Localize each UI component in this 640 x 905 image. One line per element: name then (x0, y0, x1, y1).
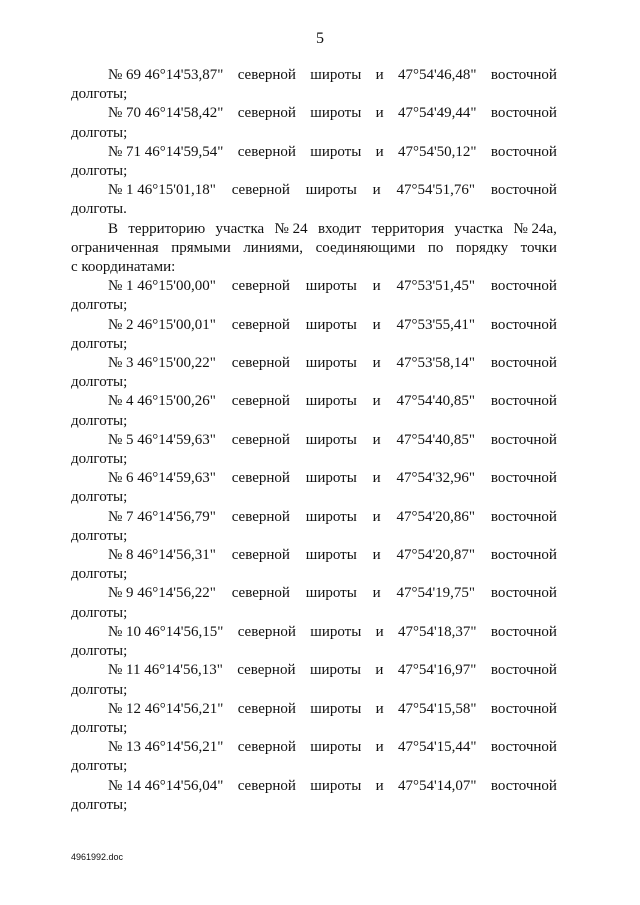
latitude-word: широты (310, 623, 362, 640)
east-word: восточной (490, 67, 557, 83)
coordinate-entry (71, 354, 557, 392)
coordinate-entry (71, 584, 557, 622)
paragraph-word: входит (317, 220, 362, 237)
paragraph-line-1 (71, 220, 557, 239)
coordinate-line (71, 104, 557, 123)
latitude-word: широты (305, 355, 357, 372)
coordinate-entry (71, 143, 557, 181)
paragraph-word: линиями, (243, 239, 304, 256)
and-word: и (372, 393, 381, 410)
coordinate-line (71, 700, 557, 719)
point-longitude: 47°54'15,44" (397, 739, 477, 756)
longitude-word: долготы. (71, 201, 127, 218)
latitude-word: широты (305, 278, 357, 295)
coordinate-line (71, 277, 557, 296)
and-word: и (372, 585, 381, 602)
north-word: северной (237, 700, 296, 717)
point-latitude: № 1 46°15'01,18" (108, 182, 216, 199)
point-latitude: № 13 46°14'56,21" (108, 739, 224, 756)
point-longitude: 47°53'58,14" (396, 355, 476, 372)
point-latitude: № 3 46°15'00,22" (108, 355, 216, 372)
north-word: северной (237, 739, 296, 756)
point-longitude: 47°54'40,85" (396, 431, 476, 448)
east-word: восточной (490, 662, 557, 679)
coordinate-line (71, 661, 557, 680)
coordinate-line (71, 392, 557, 411)
east-word: восточной (490, 739, 557, 756)
and-word: и (375, 67, 384, 83)
and-word: и (375, 739, 384, 756)
north-word: северной (231, 182, 290, 199)
paragraph-word: соединяющими (315, 239, 416, 256)
paragraph-word: по (427, 239, 444, 256)
coordinate-entry (71, 469, 557, 507)
north-word: северной (231, 316, 290, 333)
coordinate-line (71, 143, 557, 162)
east-word: восточной (490, 585, 557, 602)
paragraph-word: участка (215, 220, 265, 237)
and-word: и (372, 355, 381, 372)
point-latitude: № 10 46°14'56,15" (108, 623, 224, 640)
east-word: восточной (490, 777, 557, 794)
east-word: восточной (490, 316, 557, 333)
and-word: и (372, 470, 381, 487)
east-word: восточной (490, 547, 557, 564)
coordinate-entry (71, 546, 557, 584)
east-word: восточной (490, 431, 557, 448)
coordinate-entry (71, 508, 557, 546)
coordinate-line (71, 469, 557, 488)
coordinate-entry (71, 66, 557, 104)
east-word: восточной (490, 508, 557, 525)
coordinate-entry (71, 623, 557, 661)
north-word: северной (231, 393, 290, 410)
longitude-word: долготы; (71, 86, 128, 103)
coordinate-entry (71, 700, 557, 738)
paragraph-word: № 24а, (513, 220, 557, 237)
north-word: северной (231, 355, 290, 372)
longitude-word: долготы; (71, 566, 128, 583)
point-longitude: 47°53'51,45" (396, 278, 476, 295)
coordinate-line (71, 181, 557, 200)
longitude-word: долготы; (71, 681, 128, 698)
and-word: и (372, 182, 381, 199)
longitude-word: долготы; (71, 412, 128, 429)
longitude-word: долготы; (71, 335, 128, 352)
coordinate-entry (71, 431, 557, 469)
north-word: северной (231, 585, 290, 602)
and-word: и (372, 547, 381, 564)
east-word: восточной (490, 143, 557, 160)
longitude-word: долготы; (71, 163, 128, 180)
page-number: 5 (316, 30, 324, 47)
north-word: северной (231, 278, 290, 295)
point-latitude: № 8 46°14'56,31" (108, 547, 216, 564)
point-longitude: 47°54'50,12" (397, 143, 477, 160)
latitude-word: широты (305, 316, 357, 333)
paragraph-word: территорию (128, 220, 206, 237)
latitude-word: широты (305, 431, 357, 448)
north-word: северной (237, 623, 296, 640)
point-longitude: 47°54'15,58" (397, 700, 477, 717)
and-word: и (375, 105, 384, 122)
point-latitude: № 12 46°14'56,21" (108, 700, 224, 717)
longitude-word: долготы; (71, 643, 128, 660)
and-word: и (375, 662, 384, 679)
coordinate-line (71, 431, 557, 450)
north-word: северной (237, 67, 296, 83)
longitude-word: долготы; (71, 297, 128, 314)
coordinate-entry (71, 104, 557, 142)
latitude-word: широты (310, 739, 362, 756)
coordinate-entry (71, 277, 557, 315)
latitude-word: широты (310, 67, 362, 83)
point-longitude: 47°54'16,97" (397, 662, 477, 679)
coordinate-entry (71, 392, 557, 430)
east-word: восточной (490, 623, 557, 640)
east-word: восточной (490, 182, 557, 199)
paragraph-word: прямыми (171, 239, 231, 256)
point-latitude: № 1 46°15'00,00" (108, 278, 216, 295)
paragraph-line-3: с координатами: (71, 259, 176, 276)
paragraph-word: порядку (455, 239, 509, 256)
coordinate-list-2 (71, 277, 557, 815)
point-longitude: 47°54'40,85" (396, 393, 476, 410)
latitude-word: широты (305, 547, 357, 564)
point-latitude: № 6 46°14'59,63" (108, 470, 216, 487)
coordinate-entry (71, 316, 557, 354)
point-latitude: № 69 46°14'53,87" (108, 67, 224, 83)
and-word: и (372, 431, 381, 448)
coordinate-line (71, 66, 557, 85)
north-word: северной (237, 662, 296, 679)
coordinate-line (71, 777, 557, 796)
paragraph-word: В (108, 220, 119, 237)
north-word: северной (231, 508, 290, 525)
intro-paragraph (71, 220, 557, 278)
point-longitude: 47°54'20,86" (396, 508, 476, 525)
longitude-word: долготы; (71, 796, 128, 813)
point-latitude: № 11 46°14'56,13" (108, 662, 223, 679)
north-word: северной (231, 547, 290, 564)
coordinate-line (71, 738, 557, 757)
latitude-word: широты (305, 508, 357, 525)
file-name-footer: 4961992.doc (71, 852, 124, 862)
document-body (71, 66, 557, 815)
point-latitude: № 5 46°14'59,63" (108, 431, 216, 448)
paragraph-word: территория (371, 220, 445, 237)
north-word: северной (237, 777, 296, 794)
longitude-word: долготы; (71, 527, 128, 544)
point-longitude: 47°54'49,44" (397, 105, 477, 122)
east-word: восточной (490, 278, 557, 295)
point-longitude: 47°54'51,76" (396, 182, 476, 199)
longitude-word: долготы; (71, 489, 128, 506)
latitude-word: широты (305, 393, 357, 410)
north-word: северной (237, 143, 296, 160)
latitude-word: широты (305, 585, 357, 602)
and-word: и (372, 278, 381, 295)
coordinate-line (71, 508, 557, 527)
point-longitude: 47°53'55,41" (396, 316, 476, 333)
paragraph-line-2 (71, 239, 557, 258)
point-longitude: 47°54'18,37" (397, 623, 477, 640)
paragraph-word: точки (520, 239, 557, 256)
longitude-word: долготы; (71, 451, 128, 468)
coordinate-line (71, 354, 557, 373)
and-word: и (372, 508, 381, 525)
and-word: и (375, 623, 384, 640)
longitude-word: долготы; (71, 374, 128, 391)
longitude-word: долготы; (71, 758, 128, 775)
coordinate-line (71, 584, 557, 603)
point-latitude: № 9 46°14'56,22" (108, 585, 216, 602)
latitude-word: широты (310, 105, 362, 122)
coordinate-line (71, 316, 557, 335)
point-latitude: № 2 46°15'00,01" (108, 316, 216, 333)
longitude-word: долготы; (71, 124, 128, 141)
north-word: северной (231, 431, 290, 448)
coordinate-line (71, 546, 557, 565)
paragraph-word: ограниченная (71, 239, 159, 256)
east-word: восточной (490, 393, 557, 410)
and-word: и (375, 777, 384, 794)
latitude-word: широты (310, 700, 362, 717)
point-latitude: № 4 46°15'00,26" (108, 393, 216, 410)
north-word: северной (237, 105, 296, 122)
latitude-word: широты (310, 143, 362, 160)
paragraph-word: № 24 (274, 220, 308, 237)
coordinate-entry (71, 661, 557, 699)
coordinate-line (71, 623, 557, 642)
east-word: восточной (490, 355, 557, 372)
coordinate-list-1 (71, 66, 557, 220)
point-longitude: 47°54'14,07" (397, 777, 477, 794)
and-word: и (375, 143, 384, 160)
and-word: и (372, 316, 381, 333)
point-latitude: № 7 46°14'56,79" (108, 508, 216, 525)
coordinate-entry (71, 738, 557, 776)
point-longitude: 47°54'46,48" (397, 67, 477, 83)
longitude-word: долготы; (71, 604, 128, 621)
north-word: северной (231, 470, 290, 487)
latitude-word: широты (310, 777, 362, 794)
latitude-word: широты (305, 470, 357, 487)
paragraph-word: участка (454, 220, 504, 237)
latitude-word: широты (305, 182, 357, 199)
latitude-word: широты (309, 662, 361, 679)
point-latitude: № 14 46°14'56,04" (108, 777, 224, 794)
east-word: восточной (490, 700, 557, 717)
coordinate-entry (71, 181, 557, 219)
and-word: и (375, 700, 384, 717)
point-latitude: № 70 46°14'58,42" (108, 105, 224, 122)
coordinate-entry (71, 777, 557, 815)
east-word: восточной (490, 470, 557, 487)
point-longitude: 47°54'32,96" (396, 470, 476, 487)
east-word: восточной (490, 105, 557, 122)
longitude-word: долготы; (71, 719, 128, 736)
point-longitude: 47°54'20,87" (396, 547, 476, 564)
point-longitude: 47°54'19,75" (396, 585, 476, 602)
point-latitude: № 71 46°14'59,54" (108, 143, 224, 160)
